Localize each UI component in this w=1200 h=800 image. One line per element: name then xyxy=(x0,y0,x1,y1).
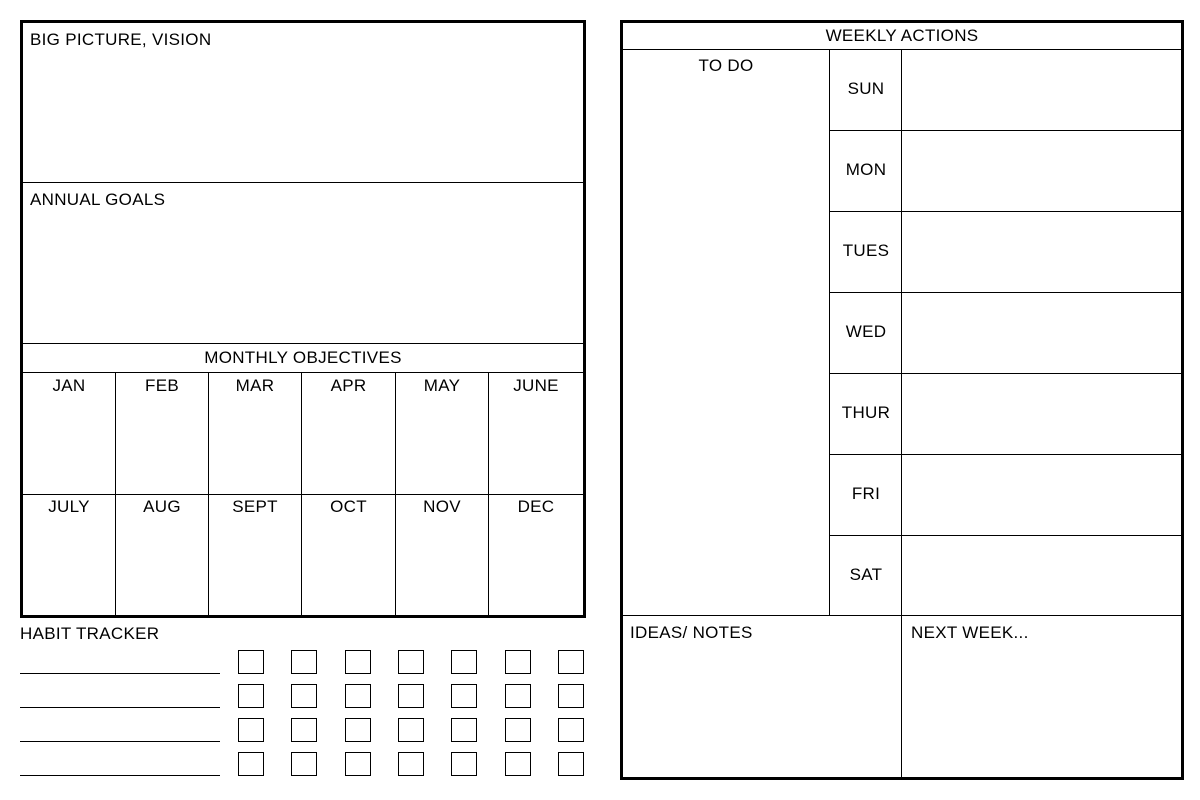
goals-area[interactable] xyxy=(23,215,583,343)
day-entry-tues[interactable] xyxy=(903,213,1181,291)
notes-col-divider xyxy=(901,615,902,777)
habit-checkbox[interactable] xyxy=(291,684,317,708)
day-row-divider xyxy=(829,211,1181,212)
habit-checkbox[interactable] xyxy=(451,650,477,674)
habit-checkbox[interactable] xyxy=(291,752,317,776)
day-label-thur: THUR xyxy=(841,403,891,422)
month-dec[interactable]: DEC xyxy=(517,497,555,516)
habit-checkbox[interactable] xyxy=(398,684,424,708)
habit-name-line[interactable] xyxy=(20,707,220,708)
habit-checkbox[interactable] xyxy=(238,684,264,708)
day-row-divider xyxy=(829,535,1181,536)
habit-checkbox[interactable] xyxy=(558,718,584,742)
habit-checkbox[interactable] xyxy=(505,650,531,674)
month-jan[interactable]: JAN xyxy=(52,376,86,395)
habit-name-line[interactable] xyxy=(20,673,220,674)
month-col-divider xyxy=(208,372,209,616)
habit-checkbox[interactable] xyxy=(291,650,317,674)
next-week-label: NEXT WEEK... xyxy=(911,623,1029,642)
weekly-header-divider xyxy=(623,49,1181,50)
habit-checkbox[interactable] xyxy=(451,684,477,708)
month-col-divider xyxy=(301,372,302,616)
month-apr[interactable]: APR xyxy=(330,376,367,395)
day-row-divider xyxy=(829,454,1181,455)
todo-label: TO DO xyxy=(698,56,754,75)
day-entry-wed[interactable] xyxy=(903,294,1181,372)
monthly-header-divider xyxy=(23,372,583,373)
habit-tracker-title: HABIT TRACKER xyxy=(20,624,160,643)
vision-label: BIG PICTURE, VISION xyxy=(30,30,212,49)
next-week-area[interactable] xyxy=(903,648,1181,776)
todo-area[interactable] xyxy=(623,80,829,615)
day-label-sat: SAT xyxy=(849,565,883,584)
habit-checkbox[interactable] xyxy=(345,684,371,708)
habit-name-line[interactable] xyxy=(20,741,220,742)
month-oct[interactable]: OCT xyxy=(330,497,367,516)
day-row-divider xyxy=(829,130,1181,131)
habit-checkbox[interactable] xyxy=(558,684,584,708)
month-row-divider xyxy=(23,494,583,495)
habit-checkbox[interactable] xyxy=(558,752,584,776)
ideas-notes-area[interactable] xyxy=(623,648,901,776)
day-label-mon: MON xyxy=(845,160,887,179)
habit-checkbox[interactable] xyxy=(505,718,531,742)
month-sept[interactable]: SEPT xyxy=(232,497,278,516)
vision-area[interactable] xyxy=(23,55,583,182)
habit-checkbox[interactable] xyxy=(238,650,264,674)
month-col-divider xyxy=(488,372,489,616)
day-label-wed: WED xyxy=(845,322,887,341)
day-row-divider xyxy=(829,373,1181,374)
month-may[interactable]: MAY xyxy=(423,376,461,395)
habit-checkbox[interactable] xyxy=(238,718,264,742)
month-mar[interactable]: MAR xyxy=(235,376,275,395)
notes-divider xyxy=(623,615,1181,616)
month-feb[interactable]: FEB xyxy=(145,376,179,395)
day-entry-thur[interactable] xyxy=(903,375,1181,453)
month-aug[interactable]: AUG xyxy=(143,497,181,516)
day-label-tues: TUES xyxy=(842,241,890,260)
day-entry-fri[interactable] xyxy=(903,456,1181,534)
ideas-notes-label: IDEAS/ NOTES xyxy=(630,623,753,642)
habit-checkbox[interactable] xyxy=(291,718,317,742)
habit-checkbox[interactable] xyxy=(345,718,371,742)
habit-checkbox[interactable] xyxy=(398,718,424,742)
monthly-objectives-header: MONTHLY OBJECTIVES xyxy=(204,348,402,367)
weekly-actions-header: WEEKLY ACTIONS xyxy=(825,26,979,45)
month-nov[interactable]: NOV xyxy=(423,497,461,516)
day-entry-sun[interactable] xyxy=(903,51,1181,129)
habit-checkbox[interactable] xyxy=(345,752,371,776)
habit-checkbox[interactable] xyxy=(558,650,584,674)
habit-checkbox[interactable] xyxy=(398,752,424,776)
vision-divider xyxy=(23,182,583,183)
habit-checkbox[interactable] xyxy=(398,650,424,674)
month-june[interactable]: JUNE xyxy=(513,376,559,395)
month-july[interactable]: JULY xyxy=(48,497,90,516)
habit-checkbox[interactable] xyxy=(345,650,371,674)
habit-checkbox[interactable] xyxy=(505,752,531,776)
day-entry-sat[interactable] xyxy=(903,537,1181,615)
day-entry-mon[interactable] xyxy=(903,132,1181,210)
day-row-divider xyxy=(829,292,1181,293)
month-col-divider xyxy=(395,372,396,616)
habit-checkbox[interactable] xyxy=(451,752,477,776)
day-label-fri: FRI xyxy=(851,484,881,503)
habit-name-line[interactable] xyxy=(20,775,220,776)
habit-checkbox[interactable] xyxy=(238,752,264,776)
habit-checkbox[interactable] xyxy=(505,684,531,708)
month-col-divider xyxy=(115,372,116,616)
habit-checkbox[interactable] xyxy=(451,718,477,742)
goals-label: ANNUAL GOALS xyxy=(30,190,166,209)
day-label-sun: SUN xyxy=(847,79,885,98)
goals-divider xyxy=(23,343,583,344)
